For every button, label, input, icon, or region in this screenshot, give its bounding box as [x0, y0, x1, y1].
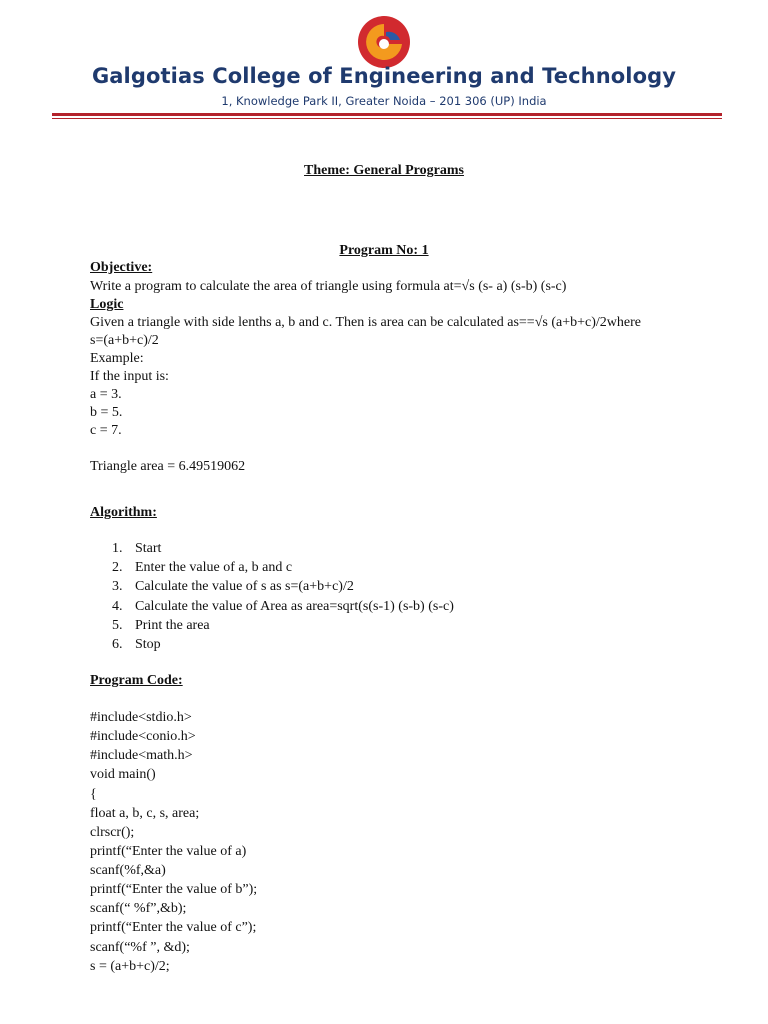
college-address: 1, Knowledge Park II, Greater Noida – 201 306 (UP) India [221, 94, 547, 108]
logic-line: If the input is: [90, 369, 169, 384]
code-line: printf(“Enter the value of c”); [90, 920, 257, 935]
code-line: #include<math.h> [90, 748, 193, 763]
header-rule-thin [52, 118, 722, 119]
algorithm-step: 2. Enter the value of a, b and c [112, 560, 293, 575]
program-number: Program No: 1 [339, 243, 429, 258]
code-line: clrscr(); [90, 825, 135, 840]
code-line: printf(“Enter the value of a) [90, 844, 247, 859]
code-line: s = (a+b+c)/2; [90, 959, 170, 974]
algorithm-heading: Algorithm: [90, 505, 157, 520]
logic-line: s=(a+b+c)/2 [90, 333, 159, 348]
code-line: printf(“Enter the value of b”); [90, 882, 258, 897]
logic-line: Example: [90, 351, 144, 366]
program-code-heading: Program Code: [90, 673, 183, 688]
logic-line: a = 3. [90, 387, 122, 402]
college-logo-icon [356, 14, 412, 70]
code-line: void main() [90, 767, 156, 782]
algorithm-step: 4. Calculate the value of Area as area=sqrt(s(s-1) (s-b) (s-c) [112, 599, 454, 614]
logic-line: c = 7. [90, 423, 122, 438]
code-line: { [90, 787, 97, 802]
logic-heading: Logic [90, 297, 124, 312]
code-line: scanf(%f,&a) [90, 863, 166, 878]
algorithm-step: 5. Print the area [112, 618, 210, 633]
algorithm-step: 1. Start [112, 541, 162, 556]
objective-heading: Objective: [90, 260, 153, 275]
code-line: #include<conio.h> [90, 729, 196, 744]
logic-line: b = 5. [90, 405, 123, 420]
header-rule-thick [52, 113, 722, 116]
theme-title: Theme: General Programs [304, 163, 464, 178]
college-name: Galgotias College of Engineering and Technology [91, 64, 677, 88]
code-line: scanf(“%f ”, &d); [90, 940, 190, 955]
triangle-area-result: Triangle area = 6.49519062 [90, 459, 246, 474]
logic-line: Given a triangle with side lenths a, b and c. Then is area can be calculated as==√s (a+b+c)/2where [90, 315, 641, 330]
code-line: float a, b, c, s, area; [90, 806, 200, 821]
code-line: scanf(“ %f”,&b); [90, 901, 187, 916]
algorithm-step: 3. Calculate the value of s as s=(a+b+c)/2 [112, 579, 354, 594]
objective-text: Write a program to calculate the area of triangle using formula at=√s (s- a) (s-b) (s-c) [90, 279, 567, 294]
algorithm-step: 6. Stop [112, 637, 161, 652]
code-line: #include<stdio.h> [90, 710, 192, 725]
